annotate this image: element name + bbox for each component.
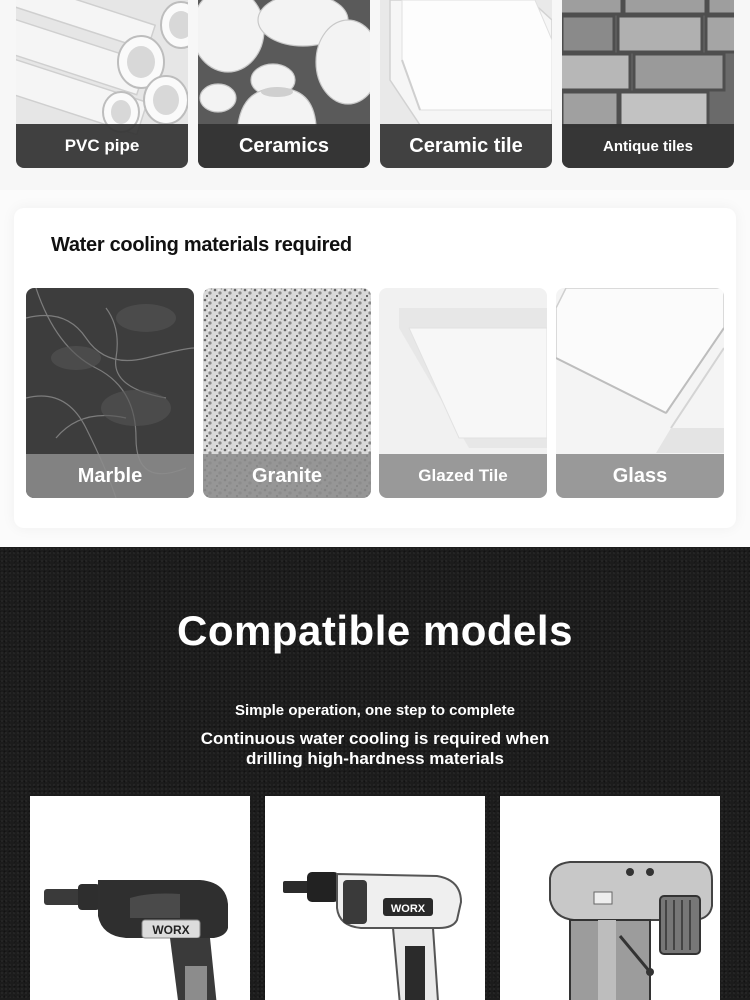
material-label: Antique tiles [562, 124, 734, 168]
material-label: PVC pipe [16, 124, 188, 168]
compatible-models-title: Compatible models [177, 607, 573, 654]
description-line: drilling high-hardness materials [246, 749, 504, 768]
model-brand-logo: WORX [390, 903, 426, 915]
material-card-antique-tiles [562, 0, 734, 168]
model-brand-logo: WORX [152, 923, 190, 937]
material-card-ceramic-tile [380, 0, 552, 168]
material-label: Marble [26, 454, 194, 498]
material-card-pvc-pipe [16, 0, 188, 168]
material-card-glass [556, 288, 724, 498]
model-card-bench-drill-press [500, 796, 720, 1000]
material-label: Ceramics [198, 124, 370, 168]
compatible-subtitle: Simple operation, one step to complete [234, 702, 516, 719]
material-label: Granite [203, 454, 371, 498]
material-label: Glass [556, 454, 724, 498]
material-card-glazed-tile [379, 288, 547, 498]
material-card-marble [26, 288, 194, 498]
impact-drill-icon [30, 796, 250, 1000]
model-card-cordless-drill [265, 796, 485, 1000]
material-card-granite [203, 288, 371, 498]
material-label: Glazed Tile [379, 454, 547, 498]
material-card-ceramics [198, 0, 370, 168]
water-cooling-section [0, 190, 750, 547]
model-card-impact-drill [30, 796, 250, 1000]
compatible-models-section [0, 547, 750, 1000]
cordless-drill-icon [265, 796, 485, 1000]
description-line: Continuous water cooling is required when [200, 729, 550, 748]
bench-drill-press-icon [500, 796, 720, 1000]
water-cooling-title: Water cooling materials required [51, 234, 352, 256]
material-label: Ceramic tile [380, 124, 552, 168]
compatible-description [0, 729, 750, 769]
dry-materials-row [0, 0, 750, 190]
